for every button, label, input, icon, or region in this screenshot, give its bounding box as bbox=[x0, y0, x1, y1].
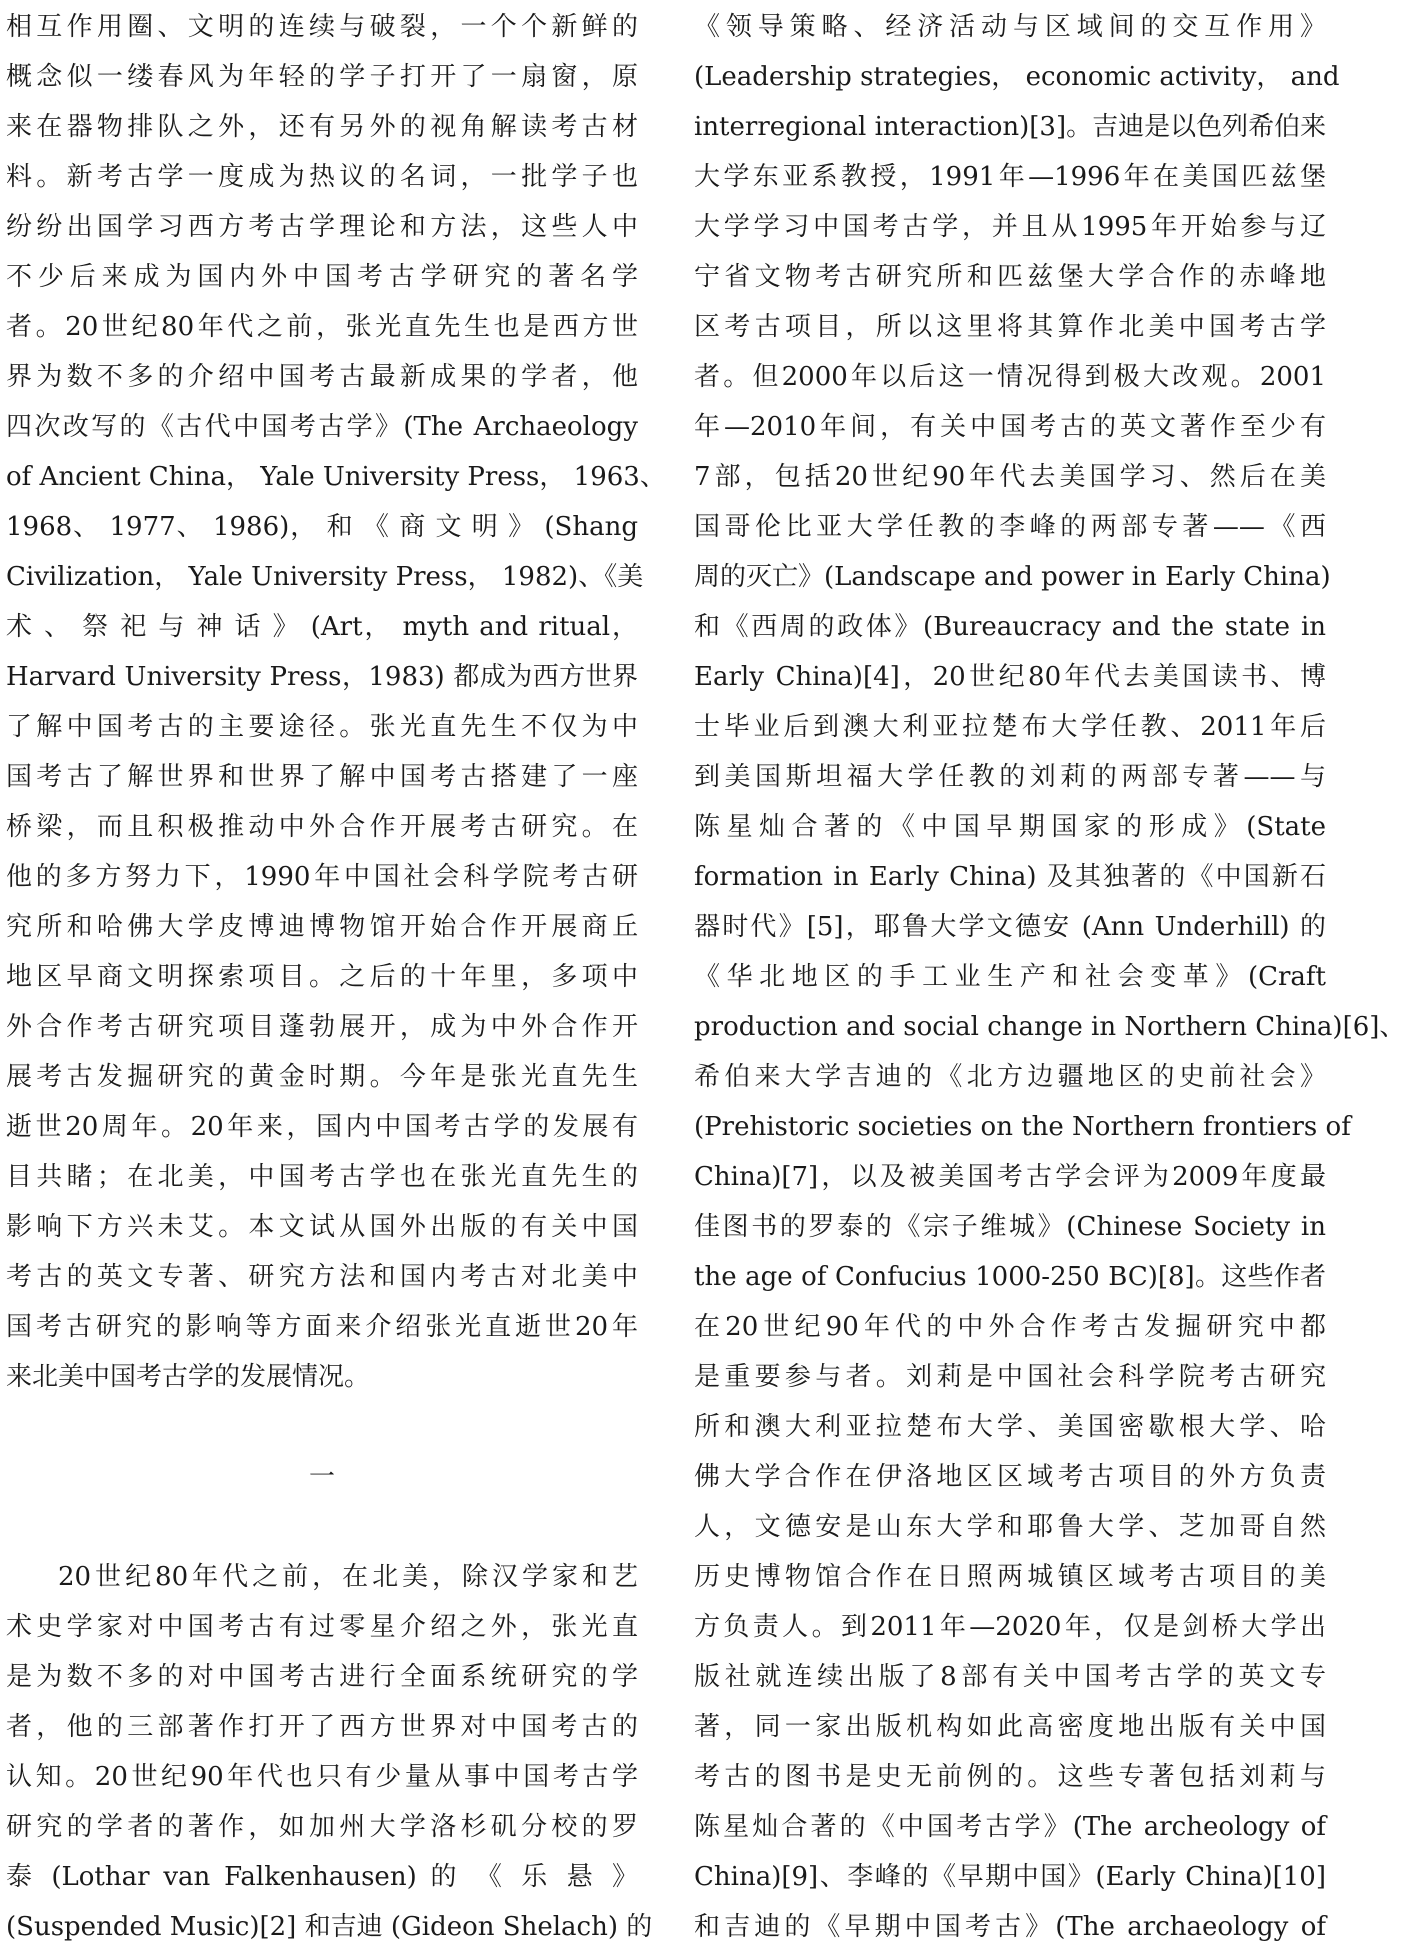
right-column-text-line: 是重要参与者。刘莉是中国社会科学院考古研究 bbox=[694, 1362, 1326, 1392]
left-column-text-line: 国考古了解世界和世界了解中国考古搭建了一座 bbox=[6, 762, 638, 792]
right-column-text-line: 和吉迪的《早期中国考古》(The archaeology of bbox=[694, 1912, 1326, 1942]
left-column-text-line bbox=[6, 1402, 638, 1452]
right-column-text-line: 大学东亚系教授，1991年—1996年在美国匹兹堡 bbox=[694, 162, 1326, 192]
section-heading: 一 bbox=[308, 1462, 335, 1492]
left-column-text-line: 不少后来成为国内外中国考古学研究的著名学 bbox=[6, 262, 638, 292]
right-column-text-line: 国哥伦比亚大学任教的李峰的两部专著——《西 bbox=[694, 512, 1326, 542]
right-column-text-line: (Leadership strategies， economic activity， and bbox=[694, 62, 1340, 92]
left-column-text-line: 逝世20周年。20年来，国内中国考古学的发展有 bbox=[6, 1112, 638, 1142]
left-column-text-line: 1968、 1977、 1986)， 和 《 商 文 明 》 (Shang bbox=[6, 512, 638, 542]
left-column-text-line: 术 、 祭 祀 与 神 话 》 (Art， myth and ritual， bbox=[6, 612, 638, 642]
right-column-text-line: 在20世纪90年代的中外合作考古发掘研究中都 bbox=[694, 1312, 1326, 1342]
right-column-text-line: production and social change in Northern China)[6]、 bbox=[694, 1012, 1405, 1042]
left-column-text-line: 20世纪80年代之前，在北美，除汉学家和艺 bbox=[58, 1562, 638, 1592]
right-column-text-line: China)[9]、李峰的《早期中国》(Early China)[10] bbox=[694, 1862, 1326, 1892]
left-column-text-line: 概念似一缕春风为年轻的学子打开了一扇窗，原 bbox=[6, 62, 638, 92]
left-column-text-line: 者，他的三部著作打开了西方世界对中国考古的 bbox=[6, 1712, 638, 1742]
right-column-text-line: 《华北地区的手工业生产和社会变革》(Craft bbox=[694, 962, 1326, 992]
right-column-text-line: interregional interaction)[3]。吉迪是以色列希伯来 bbox=[694, 112, 1327, 142]
right-column-text-line: 所和澳大利亚拉楚布大学、美国密歇根大学、哈 bbox=[694, 1412, 1326, 1442]
right-column-text-line: 佛大学合作在伊洛地区区域考古项目的外方负责 bbox=[694, 1462, 1326, 1492]
left-column-text-line: 认知。20世纪90年代也只有少量从事中国考古学 bbox=[6, 1762, 638, 1792]
left-column-text-line: 术史学家对中国考古有过零星介绍之外，张光直 bbox=[6, 1612, 638, 1642]
left-column-text-line: 四次改写的《古代中国考古学》(The Archaeology bbox=[6, 412, 638, 442]
left-column-text-line: 究所和哈佛大学皮博迪博物馆开始合作开展商丘 bbox=[6, 912, 638, 942]
right-column-text-line: 年—2010年间，有关中国考古的英文著作至少有 bbox=[694, 412, 1326, 442]
left-column-text-line: (Suspended Music)[2] 和吉迪 (Gideon Shelach) 的 bbox=[6, 1912, 653, 1942]
left-column-text-line: 桥梁，而且积极推动中外合作开展考古研究。在 bbox=[6, 812, 638, 842]
left-column bbox=[6, 2, 666, 1952]
left-column-text-line: 考古的英文专著、研究方法和国内考古对北美中 bbox=[6, 1262, 638, 1292]
right-column-text-line: 人，文德安是山东大学和耶鲁大学、芝加哥自然 bbox=[694, 1512, 1326, 1542]
right-column-text-line: China)[7]，以及被美国考古学会评为2009年度最 bbox=[694, 1162, 1326, 1192]
right-column-text-line: 器时代》[5]，耶鲁大学文德安 (Ann Underhill) 的 bbox=[694, 912, 1326, 942]
left-column-text-line: 研究的学者的著作，如加州大学洛杉矶分校的罗 bbox=[6, 1812, 638, 1842]
right-column-text-line: 方负责人。到2011年—2020年，仅是剑桥大学出 bbox=[694, 1612, 1326, 1642]
left-column-text-line: 泰 (Lothar van Falkenhausen) 的 《 乐 悬 》 bbox=[6, 1862, 638, 1892]
left-column-text-line bbox=[6, 1502, 638, 1552]
right-column-text-line: 区考古项目，所以这里将其算作北美中国考古学 bbox=[694, 312, 1326, 342]
left-column-text-line: 来在器物排队之外，还有另外的视角解读考古材 bbox=[6, 112, 638, 142]
right-column bbox=[694, 2, 1405, 1952]
right-column-text-line: 陈星灿合著的《中国考古学》(The archeology of bbox=[694, 1812, 1326, 1842]
right-column-text-line: 者。但2000年以后这一情况得到极大改观。2001 bbox=[694, 362, 1326, 392]
left-column-text-line: 相互作用圈、文明的连续与破裂，一个个新鲜的 bbox=[6, 12, 638, 42]
right-column-text-line: 《领导策略、经济活动与区域间的交互作用》 bbox=[694, 12, 1326, 42]
right-column-text-line: 和《西周的政体》(Bureaucracy and the state in bbox=[694, 612, 1326, 642]
right-column-text-line: the age of Confucius 1000-250 BC)[8]。这些作者 bbox=[694, 1262, 1326, 1292]
left-column-text-line: 目共睹；在北美，中国考古学也在张光直先生的 bbox=[6, 1162, 638, 1192]
right-column-text-line: 到美国斯坦福大学任教的刘莉的两部专著——与 bbox=[694, 762, 1326, 792]
right-column-text-line: 考古的图书是史无前例的。这些专著包括刘莉与 bbox=[694, 1762, 1326, 1792]
left-column-text-line: 是为数不多的对中国考古进行全面系统研究的学 bbox=[6, 1662, 638, 1692]
left-column-text-line: 纷纷出国学习西方考古学理论和方法，这些人中 bbox=[6, 212, 638, 242]
left-column-text-line: 外合作考古研究项目蓬勃展开，成为中外合作开 bbox=[6, 1012, 638, 1042]
right-column-text-line: 7部，包括20世纪90年代去美国学习、然后在美 bbox=[694, 462, 1326, 492]
left-column-text-line: 了解中国考古的主要途径。张光直先生不仅为中 bbox=[6, 712, 638, 742]
left-column-text-line: 界为数不多的介绍中国考古最新成果的学者，他 bbox=[6, 362, 638, 392]
right-column-text-line: formation in Early China) 及其独著的《中国新石 bbox=[694, 862, 1326, 892]
left-column-text-line: 来北美中国考古学的发展情况。 bbox=[6, 1362, 371, 1392]
left-column-text-line: 料。新考古学一度成为热议的名词，一批学子也 bbox=[6, 162, 638, 192]
right-column-text-line: (Prehistoric societies on the Northern frontiers of bbox=[694, 1112, 1351, 1142]
right-column-text-line: 著，同一家出版机构如此高密度地出版有关中国 bbox=[694, 1712, 1326, 1742]
right-column-text-line: 陈星灿合著的《中国早期国家的形成》(State bbox=[694, 812, 1326, 842]
right-column-text-line: 佳图书的罗泰的《宗子维城》(Chinese Society in bbox=[694, 1212, 1326, 1242]
left-column-text-line: Harvard University Press，1983) 都成为西方世界 bbox=[6, 662, 638, 692]
left-column-text-line: 他的多方努力下，1990年中国社会科学院考古研 bbox=[6, 862, 638, 892]
right-column-text-line: 周的灭亡》(Landscape and power in Early China) bbox=[694, 562, 1331, 592]
right-column-text-line: 士毕业后到澳大利亚拉楚布大学任教、2011年后 bbox=[694, 712, 1326, 742]
right-column-text-line: 历史博物馆合作在日照两城镇区域考古项目的美 bbox=[694, 1562, 1326, 1592]
right-column-text-line: 版社就连续出版了8部有关中国考古学的英文专 bbox=[694, 1662, 1326, 1692]
left-column-text-line: 展考古发掘研究的黄金时期。今年是张光直先生 bbox=[6, 1062, 638, 1092]
left-column-text-line: 影响下方兴未艾。本文试从国外出版的有关中国 bbox=[6, 1212, 638, 1242]
right-column-text-line: Early China)[4]，20世纪80年代去美国读书、博 bbox=[694, 662, 1326, 692]
right-column-text-line: 希伯来大学吉迪的《北方边疆地区的史前社会》 bbox=[694, 1062, 1326, 1092]
right-column-text-line: 宁省文物考古研究所和匹兹堡大学合作的赤峰地 bbox=[694, 262, 1326, 292]
left-column-text-line: 国考古研究的影响等方面来介绍张光直逝世20年 bbox=[6, 1312, 638, 1342]
left-column-text-line: 者。20世纪80年代之前，张光直先生也是西方世 bbox=[6, 312, 638, 342]
right-column-text-line: 大学学习中国考古学，并且从1995年开始参与辽 bbox=[694, 212, 1326, 242]
left-column-text-line: 地区早商文明探索项目。之后的十年里，多项中 bbox=[6, 962, 638, 992]
left-column-text-line: Civilization， Yale University Press， 1982)、《美 bbox=[6, 562, 644, 592]
left-column-text-line: of Ancient China， Yale University Press， 1963、 bbox=[6, 462, 666, 492]
